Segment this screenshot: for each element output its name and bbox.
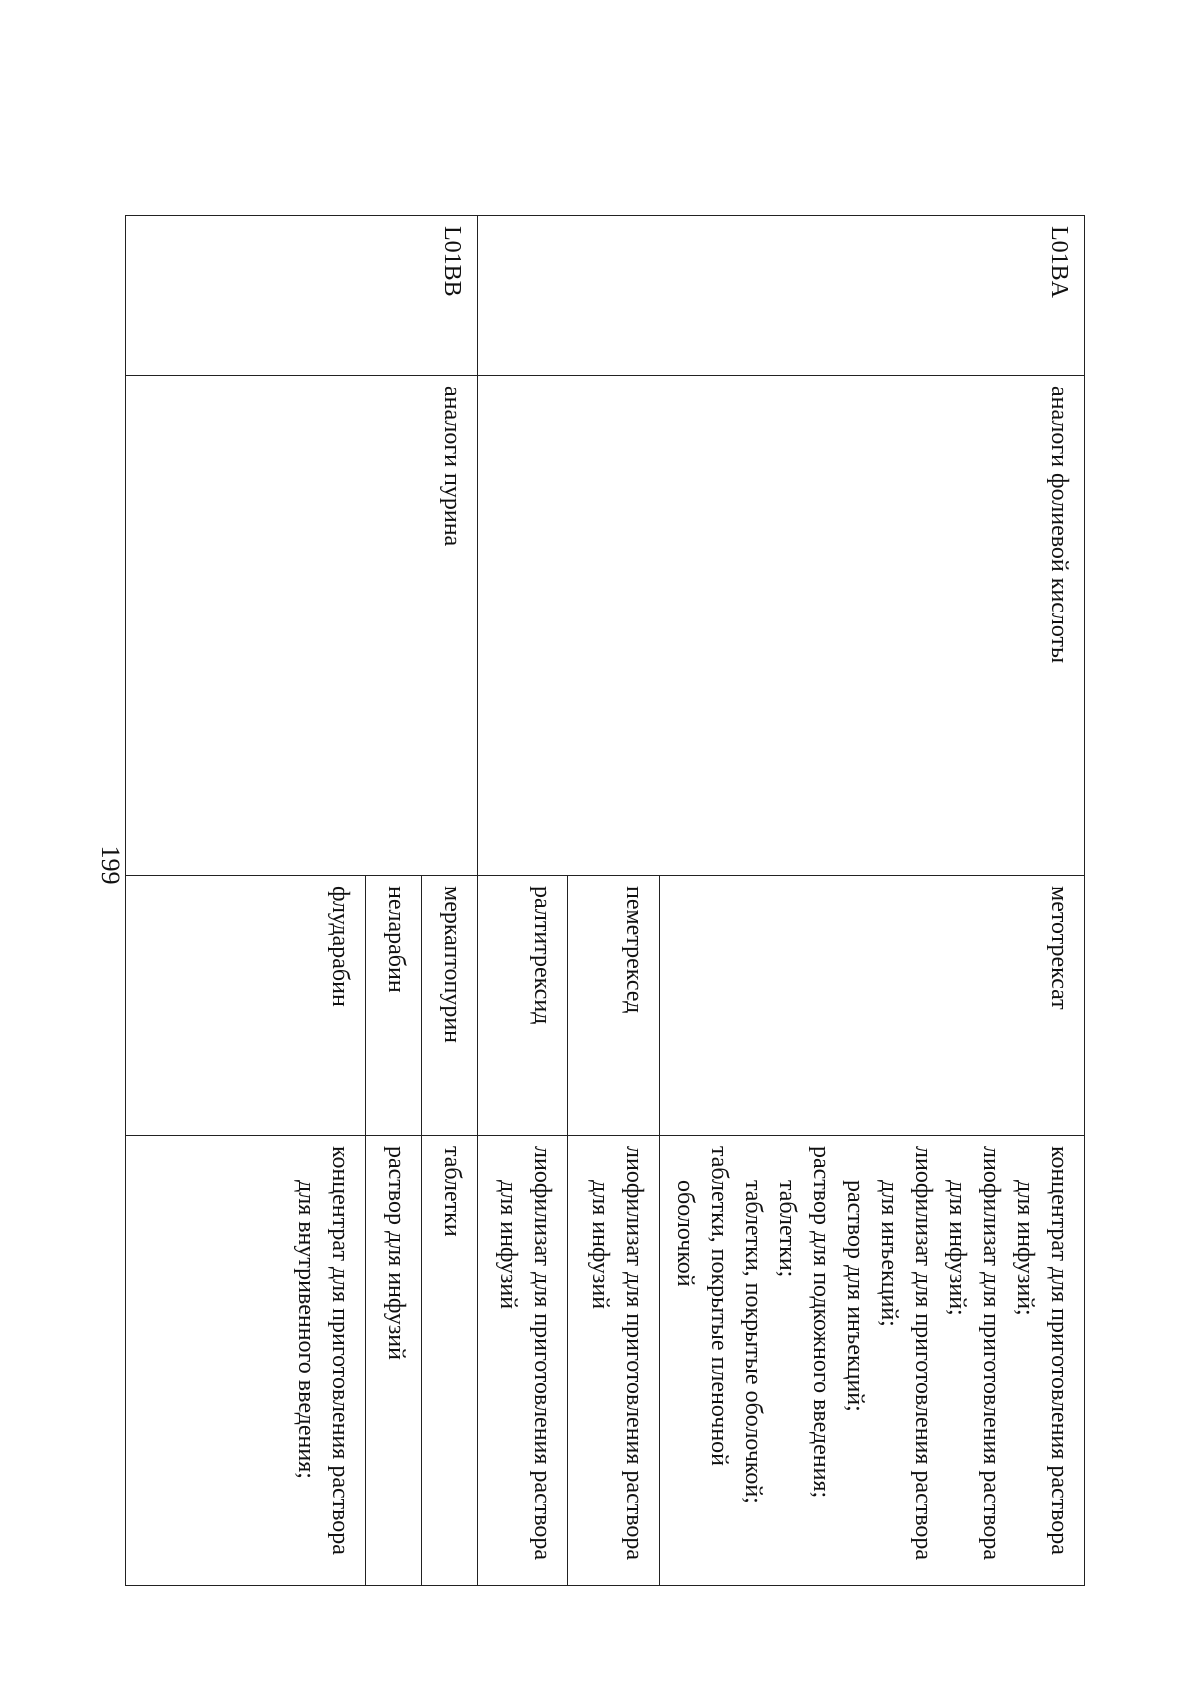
dosage-form: лиофилизат для приготовления раствора для инфузий [587,1146,647,1561]
page-number: 199 [96,845,125,885]
group-name-cell: аналоги фолиевой кислоты [478,376,1085,876]
drug-name-cell: меркаптопурин [422,876,478,1136]
dosage-forms-cell [660,1136,1085,1586]
drug-name-cell: неларабин [366,876,422,1136]
drug-name-cell: флударабин [126,876,366,1136]
drug-name-cell: пеметрексед [568,876,660,1136]
dosage-form: концентрат для приготовления раствора для внутривенного введения; [293,1146,353,1555]
dosage-forms-cell [126,1136,366,1586]
atc-code-cell: L01BB [126,216,478,376]
atc-code-cell: L01BA [478,216,1085,376]
dosage-forms-cell [568,1136,660,1586]
dosage-forms-cell [422,1136,478,1586]
dosage-form: лиофилизат для приготовления раствора для инфузий [495,1146,555,1561]
group-name-cell: аналоги пурина [126,376,478,876]
dosage-form: лиофилизат для приготовления раствора для инфузий; [944,1146,1004,1561]
dosage-form: раствор для подкожного введения; [808,1146,834,1499]
dosage-form: раствор для инъекций; [842,1180,868,1412]
dosage-form: концентрат для приготовления раствора для инфузий; [1012,1146,1072,1555]
dosage-forms-cell [478,1136,568,1586]
dosage-form: таблетки; [774,1180,800,1278]
table-row [422,216,478,1586]
dosage-form: таблетки, покрытые пленочной оболочкой [672,1146,732,1467]
dosage-form: лиофилизат для приготовления раствора для инъекций; [876,1146,936,1561]
drug-name-cell: ралтитрексид [478,876,568,1136]
drug-table [125,215,1085,1586]
dosage-form: раствор для инфузий [383,1146,409,1360]
rotated-table-wrapper [125,215,1085,1585]
drug-name-cell: метотрексат [660,876,1085,1136]
table-row [660,216,1085,1586]
dosage-form: таблетки, покрытые оболочкой; [740,1180,766,1504]
dosage-forms-cell [366,1136,422,1586]
dosage-form: таблетки [439,1146,465,1237]
